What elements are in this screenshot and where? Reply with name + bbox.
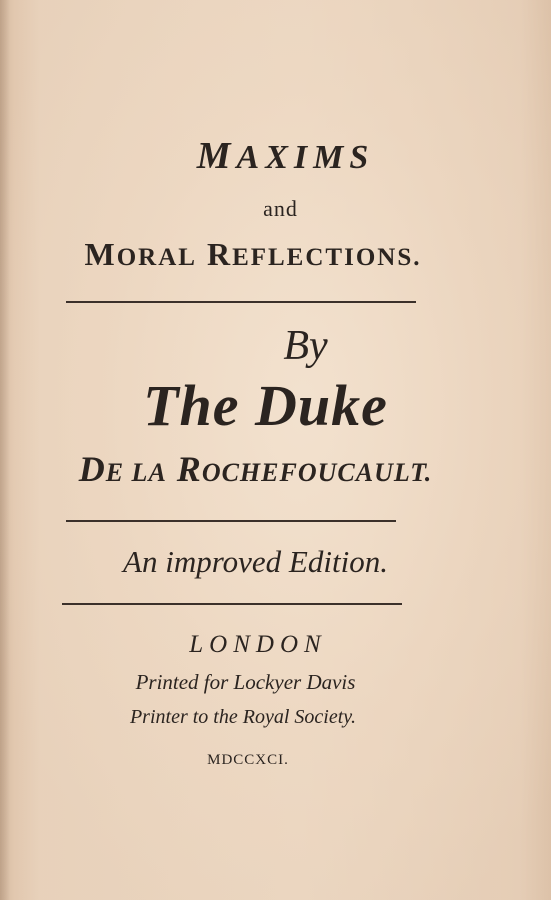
- author-name-de-la: E LA: [105, 458, 167, 487]
- title-maxims-rest: AXIMS: [236, 139, 375, 176]
- title-moral-initial: M: [84, 236, 117, 272]
- author-the-duke: The Duke: [143, 373, 388, 438]
- divider-rule-bottom: [62, 603, 402, 605]
- title-moral-rest: ORAL: [116, 244, 197, 271]
- title-maxims: [20, 134, 551, 178]
- title-moral-reflections: [0, 236, 551, 273]
- title-reflections-initial: R: [196, 236, 233, 272]
- imprint-year: MDCCXCI.: [207, 752, 289, 768]
- divider-rule-top: [66, 301, 416, 303]
- title-maxims-initial: M: [196, 135, 237, 177]
- author-name-initial-d: D: [78, 449, 106, 489]
- edition-note: An improved Edition.: [123, 544, 388, 579]
- divider-rule-middle: [66, 520, 396, 522]
- imprint-city: LONDON: [189, 631, 327, 658]
- author-name-initial-r: R: [166, 449, 202, 489]
- author-by: By: [283, 323, 328, 369]
- author-name-rochefoucault: OCHEFOUCAULT.: [201, 458, 433, 487]
- author-name: [0, 448, 551, 490]
- title-and: and: [263, 196, 298, 221]
- title-reflections-rest: EFLECTIONS.: [232, 244, 422, 271]
- imprint-printer-to: Printer to the Royal Society.: [129, 706, 357, 728]
- imprint-printed-for: Printed for Lockyer Davis: [135, 670, 356, 694]
